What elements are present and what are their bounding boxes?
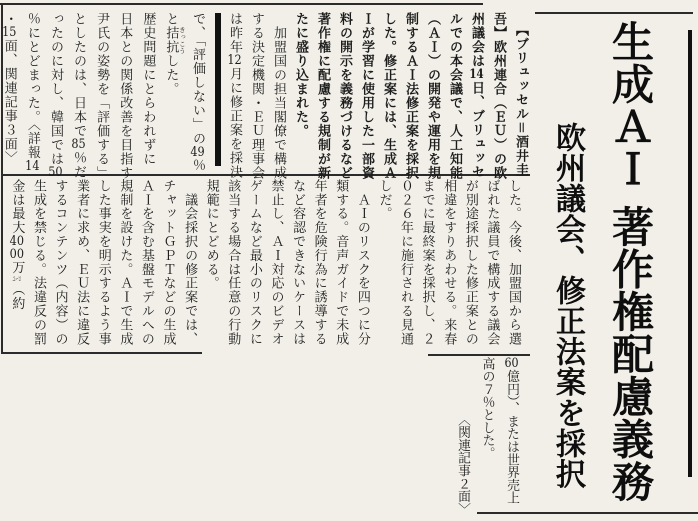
text-column: した。修正案には、生成Ａ (381, 12, 396, 180)
text-column: が別途採択した修正案との (462, 179, 478, 346)
text-column: 加盟国の担当閣僚で構成 (271, 12, 286, 180)
text-column: 60億円）、または世界売上 (504, 357, 519, 505)
text-column: 州議会は14日、ブリュッセ (469, 12, 484, 179)
text-column: 日本との関係改善を目指す (117, 12, 133, 180)
text-column: までに最終案を採択し、２ (419, 179, 435, 346)
rule-top-headline (535, 12, 693, 14)
text-column: Ｉが学習に使用した一部資 (359, 12, 374, 180)
text-column: しだ。 (376, 179, 392, 221)
text-column: たに盛り込まれた。 (293, 12, 308, 138)
text-column: ＡＩを含む基盤モデルへの (138, 179, 154, 346)
body-band2-columns (5, 179, 524, 351)
text-column: 類する。音声ガイドで未成 (333, 179, 349, 346)
rule-band3-top (428, 354, 530, 356)
text-column: 金は最大4000万ユーロ（約 (9, 179, 25, 311)
text-column: （ＡＩ）の開発や運用を規 (425, 12, 440, 180)
text-column: など容認できないケースは (290, 179, 306, 346)
text-column: する決定機関・ＥＵ理事会 (249, 12, 264, 180)
text-column: した事実を明示するよう事 (95, 179, 111, 346)
text-column: ０２６年に施行される見通 (398, 179, 414, 346)
text-column: 該当する場合は任意の行動 (225, 179, 241, 346)
rule-bottom-left (1, 352, 202, 354)
text-column: ％にとどまった。〈詳報14 (24, 12, 40, 173)
text-column: 制するＡＩ法修正案を採択 (403, 12, 418, 180)
text-column: 吾】欧州連合（ＥＵ）の欧 (491, 12, 506, 180)
body-band3-columns (447, 357, 523, 515)
text-column: としたのは、日本で85％だ (71, 12, 87, 179)
text-column: ばれた議員で構成する議会 (484, 179, 500, 346)
text-column: 歴史問題にとらわれずに (140, 12, 156, 166)
text-column: チャットＧＰＴなどの生成 (160, 179, 176, 346)
text-column: ったのに対し、韓国では50 (47, 12, 63, 179)
text-column: で、「評価しない」の49％ (190, 12, 205, 173)
rule-article-divider (215, 13, 221, 166)
rule-top-left (0, 3, 483, 5)
text-column: 【ブリュッセル＝酒井圭 (513, 23, 528, 178)
body-band1-columns (223, 12, 289, 178)
text-column: は昨年12月に修正案を採決 (227, 12, 242, 179)
text-column: 議会採択の修正案では、 (182, 179, 198, 346)
text-column: 年者を危険行為に誘導する (311, 179, 327, 346)
text-column: 業者に求め、ＥＵ法に違反 (74, 179, 90, 346)
text-column: 高の７％とした。 (479, 357, 495, 460)
text-column: 著作権に配慮する規制が新 (315, 12, 330, 180)
rule-right-border (688, 30, 692, 477)
text-column: ＡＩのリスクを四つに分 (354, 179, 370, 346)
text-column: ルでの本会議で、人工知能 (447, 12, 462, 180)
text-column: するコンテンツ（内容）の (52, 179, 68, 346)
text-column: ゲームなど最小のリスクに (246, 179, 262, 346)
text-column: 規範にとどめる。 (203, 179, 219, 291)
text-column: 生成を禁じる。法違反の罰 (30, 179, 46, 346)
main-headline: 生成ＡＩ 著作権配慮義務 (606, 20, 655, 503)
text-column: 尹氏の姿勢を「評価する」 (94, 12, 110, 180)
text-column: ・15面、関連記事３面〉 (1, 12, 17, 165)
adjacent-article-fragment (1, 12, 209, 178)
text-column: 〈関連記事２面〉 (455, 412, 470, 515)
text-column: 禁止し、ＡＩ対応のビデオ (268, 179, 284, 346)
lead-paragraph (289, 12, 531, 178)
text-column: 規制を設けた。ＡＩで生成 (117, 179, 133, 346)
sub-headline: 欧州議会、修正法案を採択 (550, 122, 585, 490)
text-column: 料の開示を義務づけるなど (337, 12, 352, 180)
text-column: した。今後、加盟国から選 (506, 179, 521, 346)
text-column: と拮抗 きっこうした。 (163, 12, 186, 96)
text-column: 相違をすりあわせる。来春 (441, 179, 457, 346)
